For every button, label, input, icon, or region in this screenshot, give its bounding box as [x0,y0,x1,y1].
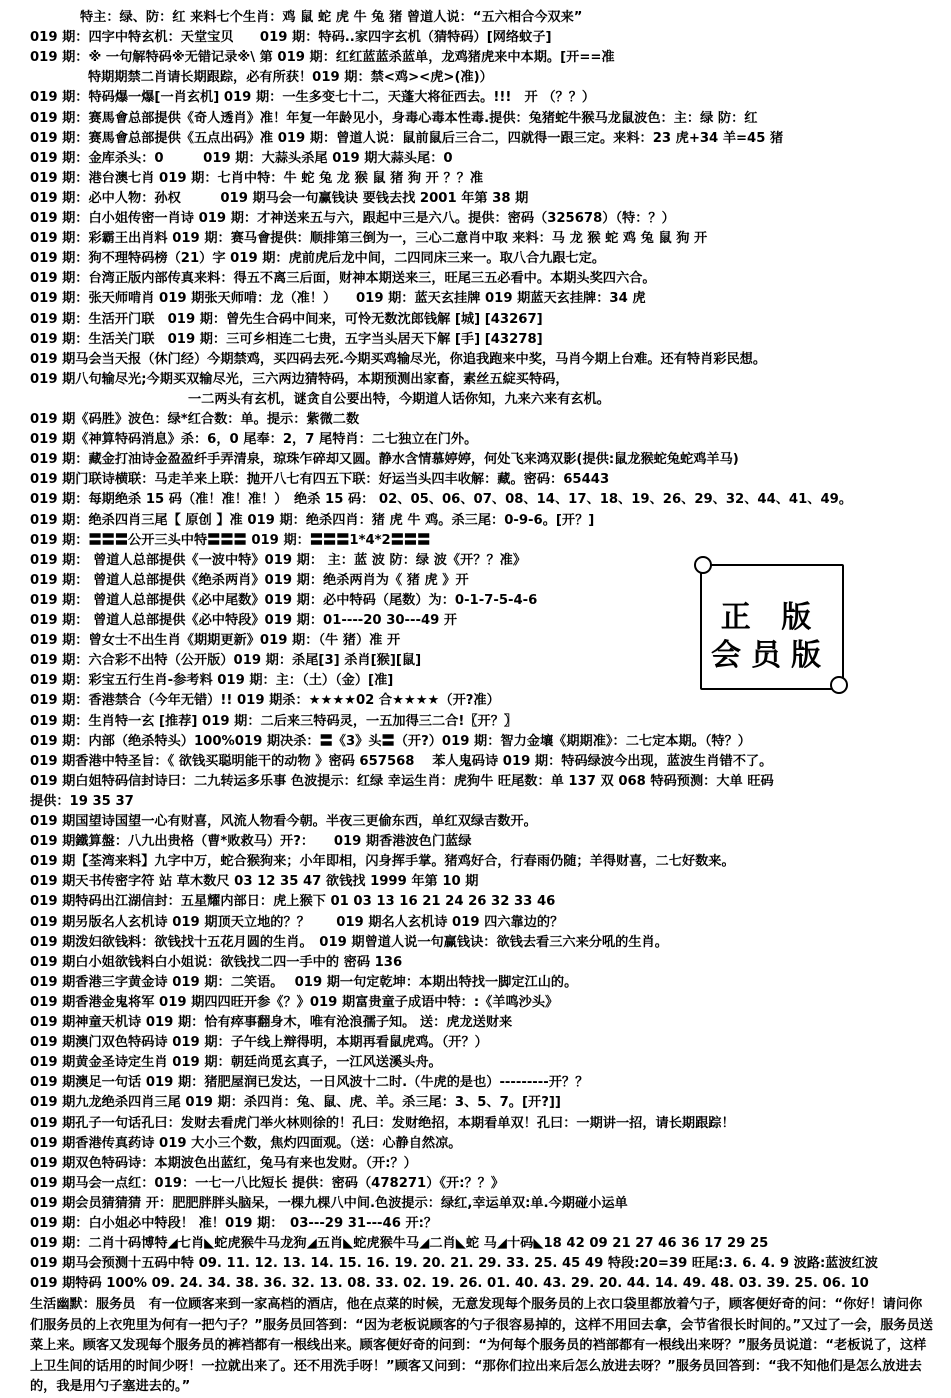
bulletin-line: 019 期国望诗国望一心有财喜，风流人物看今朝。半夜三更偷东西，单红双绿吉数开。 [30,814,537,829]
bulletin-line: 019 期澳门双色特码诗 019 期：子午线上辩得明，本期再看鼠虎鸡。（开？） [30,1035,488,1051]
bulletin-line: 019 期特码 100% 09. 24. 34. 38. 36. 32. 13. 08. 33. 02. 19. 26. 01. 40. 43. 29. 20. 44. 14. 49. 48. 03. 39. 25. 06. 10 [30,1276,869,1292]
bulletin-line: 019 期香港金鬼将军 019 期四四旺开参《？》019 期富贵童子成语中特：:《羊鸣沙头》 [30,994,559,1010]
bulletin-line: 019 期：藏金打油诗金盈盈纤手弄清泉，琼珠乍碎却又圆。静水含情慕婷婷，何处飞来鸿双影(提供:鼠龙猴蛇兔蛇鸡羊马) [30,452,739,468]
bulletin-line: 019 期：二肖十码博特◢七肖◣蛇虎猴牛马龙狗◢五肖◣蛇虎猴牛马◢二肖◣蛇 马◢十码◣18 42 09 21 27 46 36 17 29 25 [30,1236,769,1252]
bulletin-line: 019 期： 曾道人总部提供《必中特段》019 期：01----20 30---49 开 [30,613,458,628]
bulletin-line: 019 期：〓〓〓公开三头中特〓〓〓 019 期：〓〓〓1*4*2〓〓〓 [30,532,431,548]
bulletin-line: 019 期：白小姐传密一肖诗 019 期：才神送来五与六，跟起中三是六八。提供：密码（325678）（特：？） [30,211,675,226]
bulletin-line: 019 期泼妇欲钱料：欲钱找十五花月圆的生肖。 019 期曾道人说一句赢钱诀：欲钱去看三六来分吼的生肖。 [30,934,668,950]
bulletin-line: 提供：19 35 37 [30,793,134,809]
bulletin-line: 019 期【荃湾来料】九字中万，蛇合猴狗来；小年即相，闪身挥手掌。猪鸡好合，行春雨仍随；羊得财喜，二七好数来。 [30,854,735,870]
bulletin-line: 019 期： 曾道人总部提供《必中尾数》019 期：必中特码（尾数）为：0-1-7-5-4-6 [30,592,538,608]
bulletin-line: 019 期： 曾道人总部提供《一波中特》019 期： 主：蓝 波 防：绿 波《开？？准》 [30,552,527,568]
bulletin-line: 019 期另版名人玄机诗 019 期顶天立地的？？ 019 期名人玄机诗 019 四六靠边的？ [30,914,564,930]
bulletin-line: 019 期澳足一句话 019 期：猪肥屋润已发达，一日风波十二时.（牛虎的是也）---------开？？ [30,1075,589,1091]
bulletin-line: 019 期《神算特码消息》杀：6，0 尾奉：2，7 尾特肖：二七独立在门外。 [30,432,478,448]
bulletin-line: 019 期：六合彩不出特（公开版）019 期：杀尾[3] 杀肖[猴][鼠] [30,653,422,669]
bulletin-line: 019 期：内部（绝杀特头）100%019 期决杀：〓《3》头〓（开?）019 期：智力金壤《期期准》：二七定本期。（特？） [30,733,751,749]
bulletin-line: 019 期会员猜猜猜 开：肥肥胖胖头脑呆，一棵九棵八中间.色波提示：绿红,幸运单双:单.今期碰小运单 [30,1195,628,1211]
bulletin-line: 019 期孔子一句话孔曰：发财去看虎门举火林则徐的！孔曰：发财绝招，本期看单双！孔曰：一期讲一招，请长期跟踪！ [30,1115,735,1131]
bulletin-line: 019 期：生活开门联 019 期：曾先生合码中间来，可怜无数沈郎钱解 [城] [43267] [30,311,543,327]
bulletin-line: 019 期马会一点红：019：一七一八比短长 提供：密码（478271）《开:？？》 [30,1175,505,1191]
bulletin-line: 019 期鐵算盤：八九出贵格（曹*败救马）开?： 019 期香港波色门蓝绿 [30,834,472,850]
bulletin-line: 019 期：四字中特玄机：天堂宝贝 019 期：特码..家四字玄机（猜特码）[网络蚊子] [30,30,552,46]
bulletin-line: 019 期：赛馬會总部提供《奇人透肖》准！年复一年龄见小，身毒心毒本性毒.提供：兔猪蛇牛猴马龙鼠波色：主：绿 防：红 [30,110,758,126]
bulletin-line: 019 期：生活关门联 019 期：三可乡相连二七贵，五字当头居天下解 [手] [43278] [30,331,543,347]
bulletin-line: 019 期香港中特圣旨：《 欲钱买聪明能干的动物 》密码 657568 苯人鬼码诗 019 期：特码绿波今出现，蓝波生肖错不了。 [30,753,773,769]
stamp-line-genuine: 正 版 [720,600,822,635]
bulletin-line: 019 期：特码爆一爆[一肖玄机] 019 期：一生多变七十二，天蓬大将征西去。!!! 开 （？？） [30,90,596,106]
bulletin-line: 019 期双色特码诗：本期波色出蓝红，兔马有来也发财。（开:？） [30,1155,417,1171]
bulletin-line: 019 期：彩宝五行生肖-参考料 019 期：主：（土）（金）[准] [30,673,394,689]
bulletin-line: 019 期：必中人物：孙权 019 期马会一句赢钱诀 要钱去找 2001 年第 38 期 [30,190,529,206]
bulletin-line: 019 期《码胜》波色：绿*红合数：单。提示：紫微二数 [30,412,360,427]
bulletin-line: 019 期：※ 一句解特码※无错记录※\ 第 019 期：红红蓝蓝杀蓝单，龙鸡猪虎来中本期。[开==准 [30,50,615,66]
bulletin-line: 019 期马会当天报（休门经）今期禁鸡，买四码去死.今期买鸡输尽光，你追我跑来中奖，马肖今期上台难。还有特肖彩民想。 [30,351,767,367]
bulletin-line: 019 期：赛馬會总部提供《五点出码》准 019 期：曾道人说：鼠前鼠后三合二，四就得一跟三定。来料：23 虎+34 羊=45 猪 [30,130,784,146]
bulletin-line: 019 期白姐特码信封诗曰：二九转运多乐事 色波提示：红绿 幸运生肖：虎狗牛 旺尾数：单 137 双 068 特码预测：大单 旺码 [30,773,774,789]
bulletin-line: 019 期：狗不理特码榜（21）字 019 期：虎前虎后龙中间，二四同床三来一。取八合九跟七定。 [30,251,606,267]
bulletin-line: 019 期门联诗横联：马走羊来上联：抛开八七有四五下联：好运当头四丰收解：藏。密码：65443 [30,472,610,488]
bulletin-line: 019 期特码出江湖信封：五星耀内部日：虎上猴下 01 03 13 16 21 24 26 32 33 46 [30,894,556,910]
scroll-curl-bottom-right [830,676,848,694]
bulletin-line: 019 期：彩霸王出肖料 019 期：赛马會提供：顺排第三倒为一，三心二意肖中取 来料：马 龙 猴 蛇 鸡 兔 鼠 狗 开 [30,231,708,247]
genuine-member-edition-stamp [694,554,854,694]
bulletin-line: 特主：绿、防：红 来料七个生肖：鸡 鼠 蛇 虎 牛 兔 猪 曾道人说：“五六相合今双来” [80,10,583,25]
bulletin-line: 019 期：曾女士不出生肖《期期更新》019 期：（牛 猪）准 开 [30,633,401,649]
stamp-line-member-edition: 会员版 [711,638,831,673]
bulletin-line: 019 期九龙绝杀四肖三尾 019 期：杀四肖：兔、鼠、虎、羊。杀三尾：3、5、7。[开?]] [30,1095,561,1111]
scroll-curl-top-left [694,556,712,574]
bulletin-line: 特期期禁二肖请长期跟踪，必有所获！019 期：禁<鸡><虎>(准)） [88,70,493,86]
humor-story-paragraph: 生活幽默：服务员 有一位顾客来到一家高档的酒店，他在点菜的时候，无意发现每个服务员的上衣口袋里都放着勺子，顾客便好奇的问：“你好！请问你们服务员的上衣兜里为何有一把勺子？”服务员回答到：“因为老板说顾客的勺子很容易掉的，这样不用回去拿，会节省很长时间的。”又过了一会，服务员送菜上来。顾客又发现每个服务员的裤裆都有一根线出来。顾客便好奇的问到：“为何每个服务员的裆部都有一根线出来呀？”服务员说道：“老板说了，这样上卫生间的话用的时间少呀！一拉就出来了。还不用洗手呀！”顾客又问到：“那你们拉出来后怎么放进去呀？”服务员回答到：“我不知他们是怎么放进去的，我是用勺子塞进去的。” [30,1297,933,1395]
bulletin-line: 019 期八句输尽光;今期买双输尽光，三六两边猜特码，本期预测出家畜，素丝五綻买特码， [30,371,569,387]
bulletin-line: 019 期：香港禁合（今年无错）!! 019 期杀：★★★★02 合★★★★（开?准） [30,693,500,709]
bulletin-line: 019 期天书传密字符 站 草木数尺 03 12 35 47 欲钱找 1999 年第 10 期 [30,874,479,890]
bulletin-line: 019 期：台湾正版内部传真来料：得五不离三后面，财神本期送来三，旺尾三五必看中。本期头奖四六合。 [30,271,656,287]
bulletin-line: 019 期：白小姐必中特段！ 准！019 期： 03---29 31---46 开:？ [30,1216,438,1231]
bulletin-line: 019 期白小姐欲钱料白小姐说：欲钱找二四一手中的 密码 136 [30,954,403,970]
bulletin-line: 019 期香港三字黄金诗 019 期：二笑语。 019 期一句定乾坤：本期出特找一脚定江山的。 [30,974,578,990]
bulletin-line: 019 期：每期绝杀 15 码（准！准！准！） 绝杀 15 码： 02、05、06、07、08、14、17、18、19、26、29、32、44、41、49。 [30,492,853,508]
bulletin-line: 019 期：金库杀头：0 019 期：大蒜头杀尾 019 期大蒜头尾：0 [30,150,453,166]
bulletin-line: 019 期：生肖特一玄 [推荐] 019 期：二后来三特码灵，一五加得三二合!〖开？〗 [30,713,518,729]
bulletin-line: 019 期：绝杀四肖三尾【 原创 】准 019 期：绝杀四肖：猪 虎 牛 鸡。杀三尾：0-9-6。[开？] [30,512,595,528]
bulletin-line: 019 期神童天机诗 019 期：恰有瘁事翻身木，唯有沧浪孺子知。 送：虎龙送财来 [30,1015,513,1030]
bulletin-line: 019 期：港台澳七肖 019 期：七肖中特：牛 蛇 兔 龙 猴 鼠 猪 狗 开 ？？准 [30,170,484,186]
bulletin-line: 019 期： 曾道人总部提供《绝杀两肖》019 期：绝杀两肖为《 猪 虎 》开 [30,572,469,588]
bulletin-line: 019 期：张天师啃肖 019 期张天师啃：龙（准！） 019 期：蓝天玄挂牌 019 期蓝天玄挂牌：34 虎 [30,291,646,307]
bulletin-line: 一二两头有玄机，谜贪自公要出特，今期道人话你知，九来六来有玄机。 [188,391,610,407]
bulletin-line: 019 期黄金圣诗定生肖 019 期：朝廷尚觅玄真子，一江风送溪头舟。 [30,1055,442,1071]
bulletin-line: 019 期香港传真药诗 019 大小三个数，焦灼四面观。（送：心静自然凉。 [30,1135,462,1151]
bulletin-line: 019 期马会预测十五码中特 09. 11. 12. 13. 14. 15. 16. 19. 20. 21. 29. 33. 25. 45 49 特段:20=39 旺尾:3. 6. 4. 9 波路:蓝波红波 [30,1256,878,1272]
